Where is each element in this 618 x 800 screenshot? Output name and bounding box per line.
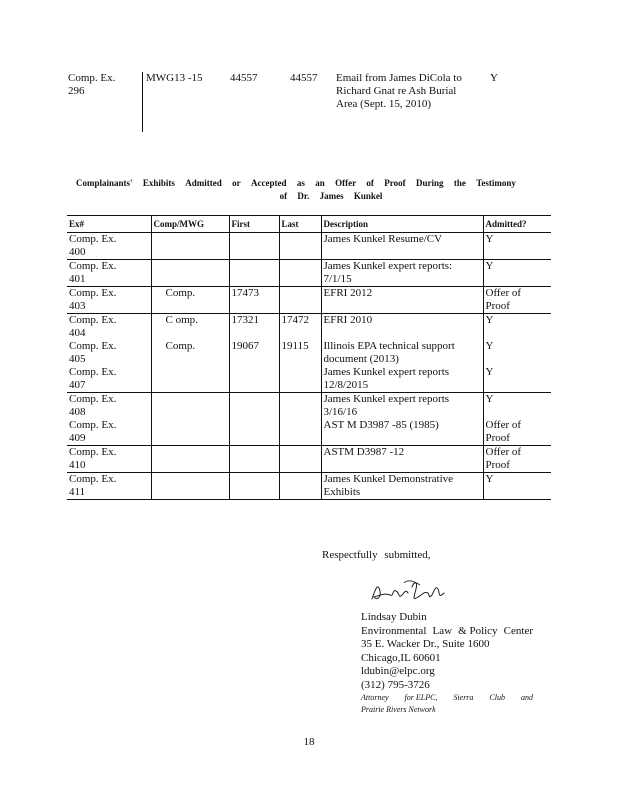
comp-cell bbox=[151, 419, 229, 446]
ex-cell: Comp. Ex. 411 bbox=[67, 473, 151, 500]
table-row bbox=[67, 473, 551, 500]
heading-line-1: Complainants' Exhibits Admitted or Accepted as an Offer of Proof During the Testimony bbox=[76, 178, 516, 188]
description-cell: ASTM D3987 -12 bbox=[321, 446, 483, 473]
admitted-cell: Y bbox=[483, 260, 551, 287]
ex-cell: Comp. Ex. 401 bbox=[67, 260, 151, 287]
comp-cell bbox=[151, 366, 229, 393]
ex-cell: Comp. Ex. 403 bbox=[67, 287, 151, 314]
phone-number: (312) 795-3726 bbox=[361, 678, 430, 691]
table-row bbox=[67, 419, 551, 446]
first-cell: 19067 bbox=[229, 340, 279, 366]
first-cell bbox=[229, 473, 279, 500]
admitted-cell: Y bbox=[483, 366, 551, 393]
heading-line-2: of Dr. James Kunkel bbox=[279, 191, 383, 201]
organization: Environmental Law & Policy Center bbox=[361, 624, 533, 637]
ex-cell: Comp. Ex. 410 bbox=[67, 446, 151, 473]
closing-text: Respectfully submitted, bbox=[322, 549, 431, 561]
first-cell bbox=[229, 233, 279, 260]
header-description: Description bbox=[321, 216, 483, 233]
street-address: 35 E. Wacker Dr., Suite 1600 bbox=[361, 638, 490, 650]
city-state-zip: Chicago,IL 60601 bbox=[361, 651, 441, 664]
attorney-note-line-2: Prairie Rivers Network bbox=[361, 705, 436, 714]
table-row bbox=[67, 340, 551, 366]
column-divider bbox=[142, 72, 143, 132]
first-cell: 44557 bbox=[230, 72, 258, 84]
description-cell: James Kunkel expert reports 3/16/16 bbox=[321, 393, 483, 420]
ex-cell: Comp. Ex. 409 bbox=[67, 419, 151, 446]
header-first: First bbox=[229, 216, 279, 233]
header-admitted: Admitted? bbox=[483, 216, 551, 233]
table-row bbox=[67, 314, 551, 341]
description-cell: EFRI 2010 bbox=[321, 314, 483, 341]
last-cell bbox=[279, 473, 321, 500]
admitted-cell: Y bbox=[483, 233, 551, 260]
table-header-row bbox=[67, 216, 551, 233]
description-cell: James Kunkel expert reports: 7/1/15 bbox=[321, 260, 483, 287]
section-heading bbox=[76, 177, 516, 203]
header-last: Last bbox=[279, 216, 321, 233]
comp-cell bbox=[151, 446, 229, 473]
comp-cell: Comp. bbox=[151, 340, 229, 366]
page-number: 18 bbox=[303, 736, 315, 748]
handwritten-signature bbox=[368, 577, 448, 605]
ex-cell: Comp. Ex. 405 bbox=[67, 340, 151, 366]
ex-cell: Comp. Ex. 408 bbox=[67, 393, 151, 420]
comp-cell bbox=[151, 473, 229, 500]
last-cell bbox=[279, 366, 321, 393]
signature-block bbox=[361, 611, 533, 716]
last-cell bbox=[279, 419, 321, 446]
first-cell: 17321 bbox=[229, 314, 279, 341]
description-cell: James Kunkel Demonstrative Exhibits bbox=[321, 473, 483, 500]
first-cell bbox=[229, 393, 279, 420]
admitted-cell: Offer of Proof bbox=[483, 419, 551, 446]
last-cell bbox=[279, 233, 321, 260]
last-cell: 44557 bbox=[290, 72, 318, 84]
table-row bbox=[67, 446, 551, 473]
admitted-cell: Y bbox=[483, 473, 551, 500]
ex-cell: Comp. Ex. 404 bbox=[67, 314, 151, 341]
table-row bbox=[67, 366, 551, 393]
attorney-note-line-1: Attorney for ELPC, Sierra Club and bbox=[361, 693, 533, 702]
table-row bbox=[67, 260, 551, 287]
comp-cell bbox=[151, 260, 229, 287]
admitted-cell: Offer of Proof bbox=[483, 446, 551, 473]
admitted-cell: Y bbox=[485, 314, 494, 326]
ex-cell: Comp. Ex. 400 bbox=[67, 233, 151, 260]
last-cell bbox=[279, 393, 321, 420]
description-cell: James Kunkel expert reports 12/8/2015 bbox=[321, 366, 483, 393]
comp-cell: C omp. bbox=[151, 314, 229, 341]
description-cell: Illinois EPA technical support document (2013) bbox=[321, 340, 483, 366]
exhibit-row-296 bbox=[68, 72, 548, 132]
first-cell bbox=[229, 260, 279, 287]
first-cell: 17473 bbox=[229, 287, 279, 314]
admitted-cell: Y bbox=[490, 72, 498, 84]
ex-cell: Comp. Ex. 407 bbox=[67, 366, 151, 393]
header-comp-mwg: Comp/MWG bbox=[151, 216, 229, 233]
comp-cell bbox=[151, 393, 229, 420]
comp-cell: Comp. bbox=[151, 287, 229, 314]
exhibits-table bbox=[67, 215, 551, 500]
comp-mwg-cell: MWG13 -15 bbox=[146, 72, 203, 84]
description-cell: James Kunkel Resume/CV bbox=[321, 233, 483, 260]
first-cell bbox=[229, 446, 279, 473]
table-row bbox=[67, 233, 551, 260]
table-row bbox=[67, 287, 551, 314]
admitted-cell: Offer of Proof bbox=[483, 287, 551, 314]
last-cell: 17472 bbox=[279, 314, 321, 341]
email-address: ldubin@elpc.org bbox=[361, 665, 435, 677]
description-cell: EFRI 2012 bbox=[321, 287, 483, 314]
description-cell: Email from James DiCola to Richard Gnat re Ash Burial Area (Sept. 15, 2010) bbox=[336, 72, 462, 110]
admitted-cell: Y bbox=[485, 340, 494, 352]
first-cell bbox=[229, 366, 279, 393]
header-ex: Ex# bbox=[67, 216, 151, 233]
signer-name: Lindsay Dubin bbox=[361, 611, 427, 623]
last-cell bbox=[279, 446, 321, 473]
table-row bbox=[67, 393, 551, 420]
admitted-cell: Y bbox=[485, 393, 494, 405]
description-cell: AST M D3987 -85 (1985) bbox=[321, 419, 483, 446]
last-cell: 19115 bbox=[279, 340, 321, 366]
first-cell bbox=[229, 419, 279, 446]
last-cell bbox=[279, 260, 321, 287]
last-cell bbox=[279, 287, 321, 314]
comp-cell bbox=[151, 233, 229, 260]
exhibit-number: Comp. Ex. 296 bbox=[68, 72, 116, 97]
